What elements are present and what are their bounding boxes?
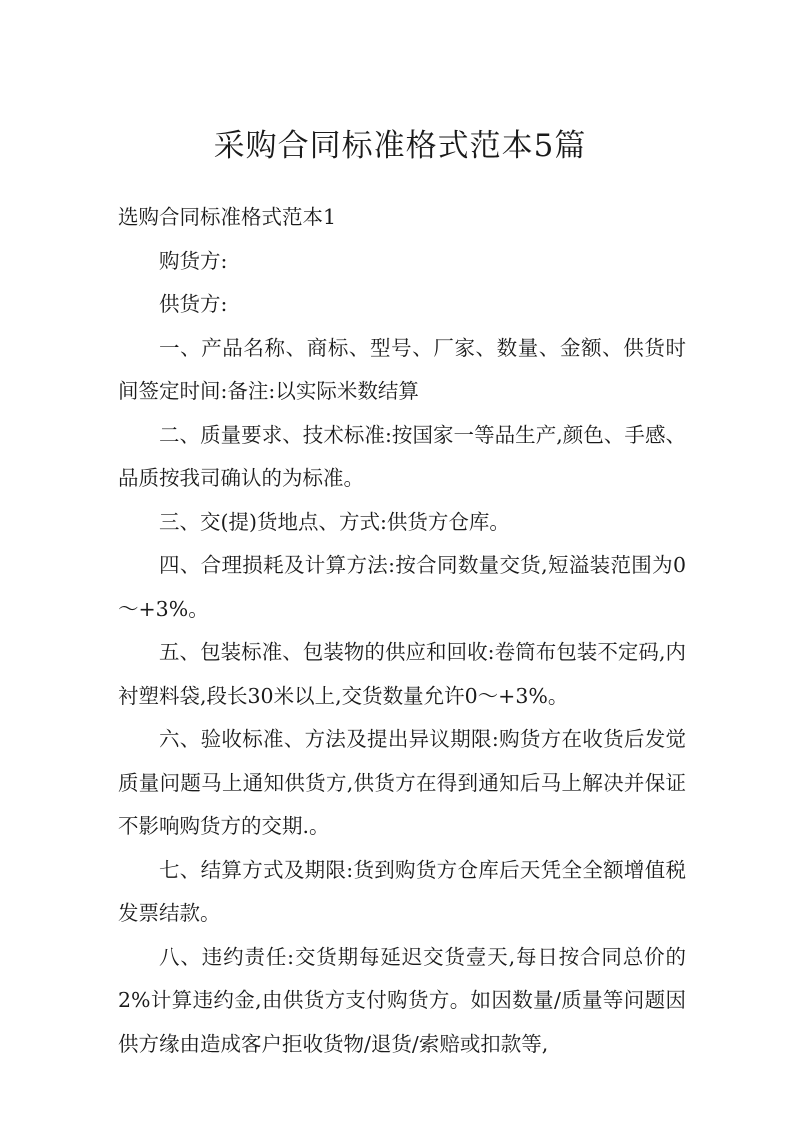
clause-2: 二、质量要求、技术标准:按国家一等品生产,颜色、手感、品质按我司确认的为标准。 (118, 422, 686, 490)
clause-6: 六、验收标准、方法及提出异议期限:购货方在收货后发觉质量问题马上通知供货方,供货方在得到通知后马上解决并保证不影响购货方的交期.。 (118, 727, 686, 838)
supplier-label: 供货方: (159, 292, 228, 316)
clause-7: 七、结算方式及期限:货到购货方仓库后天凭全全额增值税发票结款。 (118, 857, 686, 925)
document-body (118, 196, 686, 1066)
clause-8: 八、违约责任:交货期每延迟交货壹天,每日按合同总价的2%计算违约金,由供货方支付购货方。如因数量/质量等问题因供方缘由造成客户拒收货物/退货/索赔或扣款等, (118, 944, 686, 1056)
document-subtitle: 选购合同标准格式范本1 (118, 205, 337, 229)
clause-4: 四、合理损耗及计算方法:按合同数量交货,短溢装范围为0～+3%。 (118, 553, 686, 621)
clause-1: 一、产品名称、商标、型号、厂家、数量、金额、供货时间签定时间:备注:以实际米数结算 (118, 335, 686, 403)
buyer-label: 购货方: (159, 248, 228, 273)
clause-5: 五、包装标准、包装物的供应和回收:卷筒布包装不定码,内衬塑料袋,段长30米以上,交货数量允许0～+3%。 (118, 640, 686, 708)
clause-3: 三、交(提)货地点、方式:供货方仓库。 (159, 509, 510, 534)
document-title: 采购合同标准格式范本5篇 (213, 128, 587, 164)
